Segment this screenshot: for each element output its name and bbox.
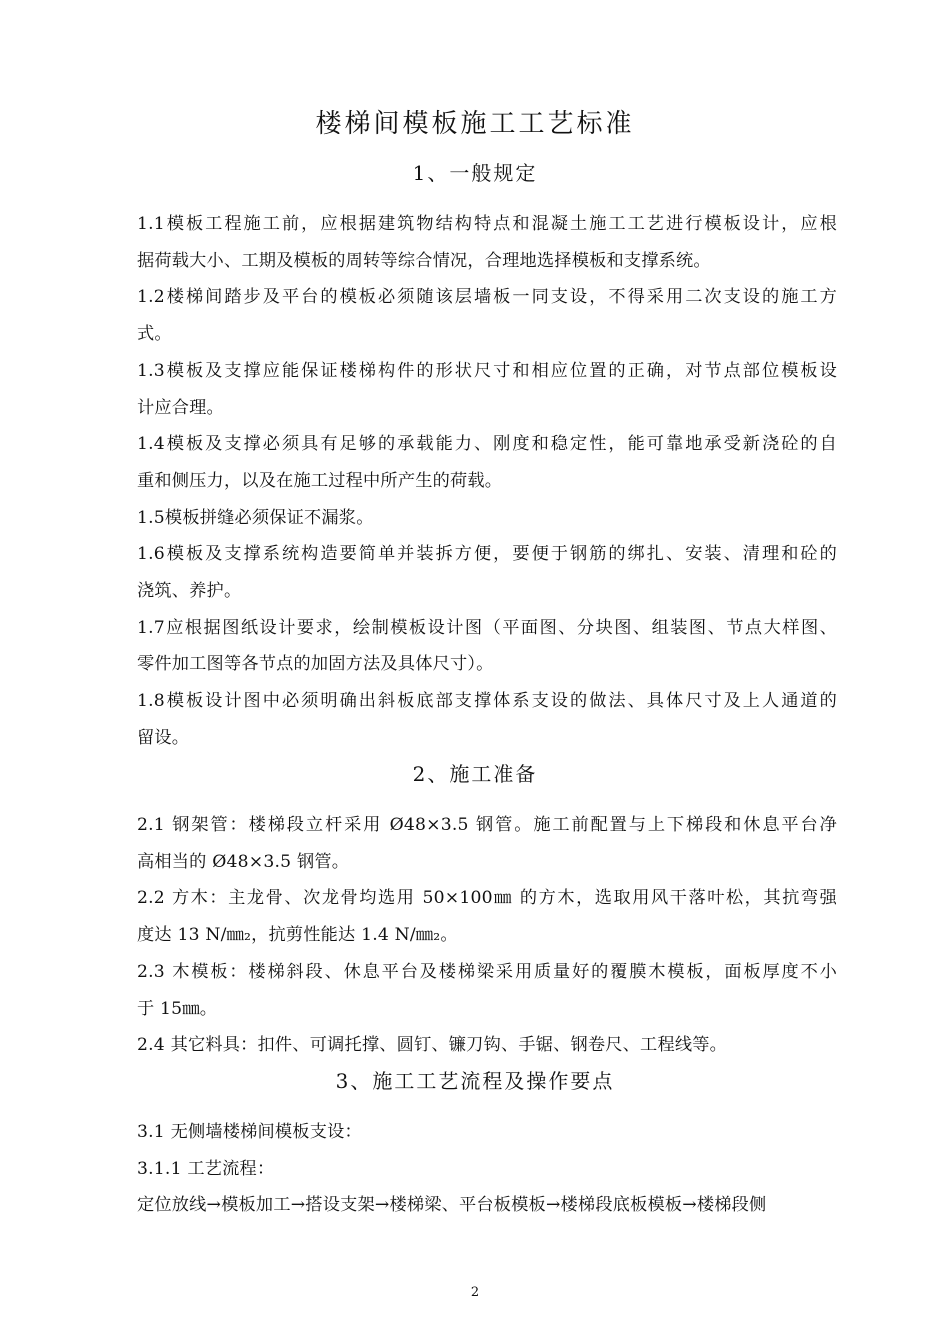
paragraph: [137, 426, 837, 499]
paragraph-line: 据荷载大小、工期及模板的周转等综合情况，合理地选择模板和支撑系统。: [137, 250, 711, 271]
paragraph: [137, 536, 837, 609]
paragraph: [137, 610, 837, 683]
section-heading: 2、施工准备: [412, 762, 538, 786]
paragraph: [137, 683, 837, 756]
paragraph: [137, 954, 837, 1027]
paragraph-line: 1.2楼梯间踏步及平台的模板必须随该层墙板一同支设，不得采用二次支设的施工方: [137, 287, 837, 308]
paragraph-line: 于 15㎜。: [137, 998, 218, 1019]
paragraph-line: 2.3 木模板：楼梯斜段、休息平台及楼梯梁采用质量好的覆膜木模板，面板厚度不小: [137, 961, 837, 982]
paragraph-line: 浇筑、养护。: [137, 581, 242, 601]
paragraph-line: 1.6模板及支撑系统构造要简单并装拆方便，要便于钢筋的绑扎、安装、清理和砼的: [137, 544, 837, 565]
paragraph: [137, 206, 837, 279]
paragraph-line: 高相当的 Ø48×3.5 钢管。: [137, 851, 350, 872]
paragraph-line: 留设。: [137, 727, 190, 748]
paragraph-line: 度达 13 N/㎜₂，抗剪性能达 1.4 N/㎜₂。: [137, 925, 458, 946]
paragraph: [137, 353, 837, 426]
paragraph: [137, 807, 837, 880]
paragraph-line: 1.3模板及支撑应能保证楼梯构件的形状尺寸和相应位置的正确，对节点部位模板设: [137, 360, 837, 381]
paragraph: [137, 1151, 837, 1188]
paragraph: [137, 880, 837, 953]
paragraph-line: 2.4 其它料具：扣件、可调托撑、圆钉、镰刀钩、手锯、钢卷尺、工程线等。: [137, 1035, 728, 1056]
paragraph-line: 1.7应根据图纸设计要求，绘制模板设计图（平面图、分块图、组装图、节点大样图、: [137, 617, 837, 638]
section-heading: 1、一般规定: [412, 161, 538, 185]
paragraph-line: 2.2 方木：主龙骨、次龙骨均选用 50×100㎜ 的方木，选取用风干落叶松，其抗弯强: [137, 888, 837, 909]
paragraph: [137, 1187, 837, 1224]
paragraph: [137, 1027, 837, 1064]
paragraph-line: 1.1模板工程施工前，应根据建筑物结构特点和混凝土施工工艺进行模板设计，应根: [137, 214, 837, 234]
section-heading: 3、施工工艺流程及操作要点: [335, 1069, 615, 1093]
paragraph-line: 2.1 钢架管：楼梯段立杆采用 Ø48×3.5 钢管。施工前配置与上下梯段和休息平台净: [137, 815, 837, 835]
paragraph: [137, 279, 837, 352]
paragraph: [137, 1114, 837, 1151]
document-title: 楼梯间模板施工工艺标准: [315, 109, 635, 139]
paragraph-line: 式。: [137, 324, 172, 345]
paragraph-line: 计应合理。: [137, 397, 224, 418]
paragraph-line: 1.8模板设计图中必须明确出斜板底部支撑体系支设的做法、具体尺寸及上人通道的: [137, 691, 837, 712]
page-number: 2: [470, 1285, 480, 1300]
paragraph-line: 1.4模板及支撑必须具有足够的承载能力、刚度和稳定性，能可靠地承受新浇砼的自: [137, 434, 837, 455]
paragraph-line: 零件加工图等各节点的加固方法及具体尺寸）。: [137, 654, 494, 675]
paragraph: [137, 500, 837, 537]
paragraph-line: 3.1 无侧墙楼梯间模板支设：: [137, 1122, 362, 1142]
paragraph-line: 重和侧压力，以及在施工过程中所产生的荷载。: [137, 470, 503, 491]
paragraph-line: 3.1.1 工艺流程：: [137, 1158, 275, 1179]
paragraph-line: 定位放线→模板加工→搭设支架→楼梯梁、平台板模板→楼梯段底板模板→楼梯段侧: [137, 1195, 767, 1216]
paragraph-line: 1.5模板拼缝必须保证不漏浆。: [137, 507, 374, 528]
